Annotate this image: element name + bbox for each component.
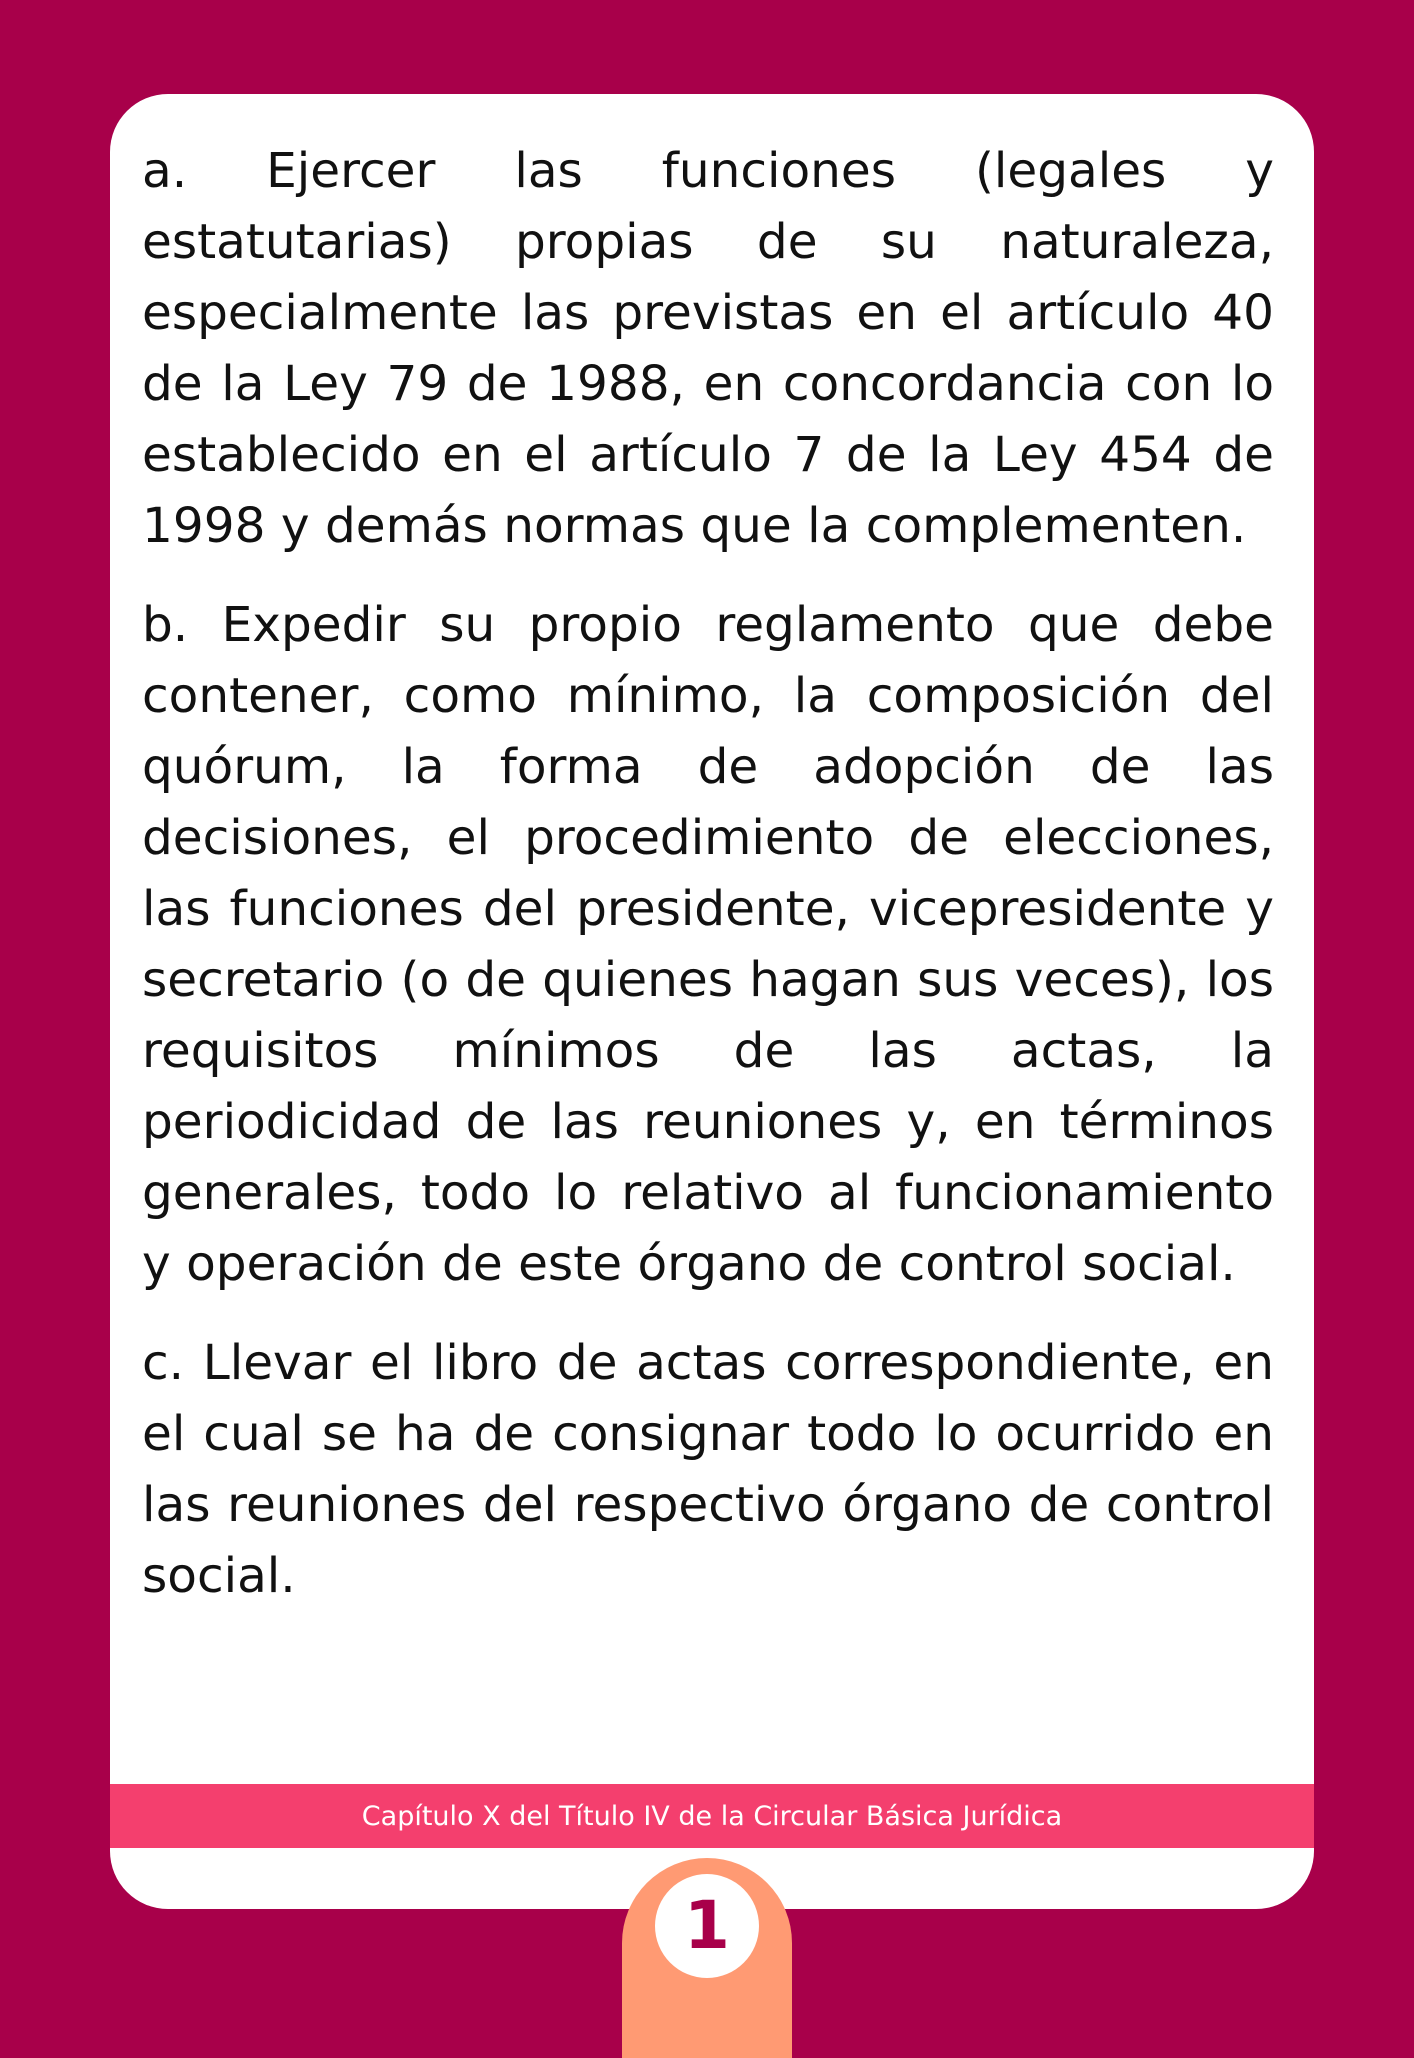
page-number: 1 (684, 1887, 730, 1964)
text-body (142, 136, 1274, 1640)
page-number-badge (655, 1874, 759, 1978)
footer-text: Capítulo X del Título IV de la Circular Básica Jurídica (361, 1800, 1063, 1832)
paragraph-a: a. Ejercer las funciones (legales y estatutarias) propias de su naturaleza, especialmente las previstas en el artículo 40 de la Ley 79 de 1988, en concordancia con lo establecido en el artículo 7 de la Ley 454 de 1998 y demás normas que la complementen. (142, 143, 1274, 554)
paragraph-b: b. Expedir su propio reglamento que debe contener, como mínimo, la composición del quórum, la forma de adopción de las decisiones, el procedimiento de elecciones, las funciones del presidente, vicepresidente y secretario (o de quienes hagan sus veces), los requisitos mínimos de las actas, la periodicidad de las reuniones y, en términos generales, todo lo relativo al funcionamiento y operación de este órgano de control social. (142, 597, 1274, 1292)
content-card (110, 94, 1314, 1909)
paragraph-c: c. Llevar el libro de actas correspondiente, en el cual se ha de consignar todo lo ocurrido en las reuniones del respectivo órgano de control social. (142, 1335, 1274, 1604)
footer-band (110, 1784, 1314, 1848)
